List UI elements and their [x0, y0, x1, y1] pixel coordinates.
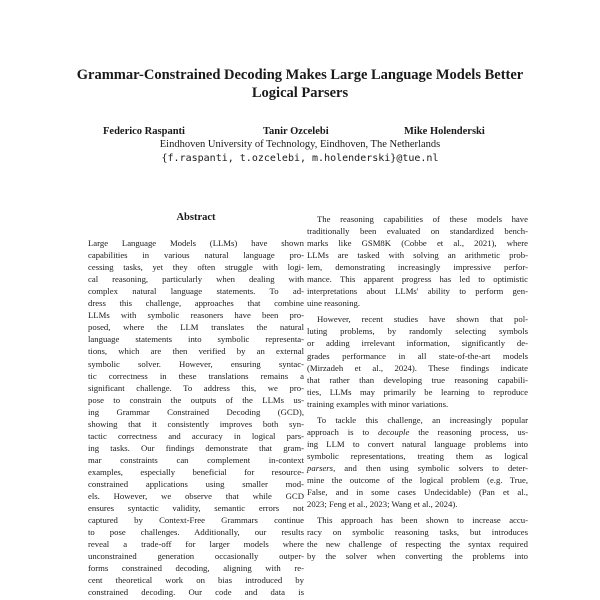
text-line: forms constrained decoding, aligning with re- [88, 563, 304, 574]
text-line: examples, especially beneficial for resource- [88, 466, 304, 477]
text-line: training examples with minor variations. [307, 398, 449, 409]
author-name: Federico Raspanti [103, 126, 185, 137]
text-line: parsers, and then using symbolic solvers to deter- [307, 462, 528, 473]
abstract-heading: Abstract [176, 212, 216, 223]
text-line: dress this challenge, approaches that combine [88, 298, 304, 309]
text-line: mar constraints can complement in-context [88, 454, 304, 465]
text-line: traditionally been evaluated on standardized bench- [307, 226, 528, 237]
body-paragraph [307, 414, 528, 510]
text-line: racy on symbolic reasoning tasks, but introduces [307, 527, 528, 538]
emphasis: parsers [307, 462, 334, 473]
text-line: ensures syntactic validity, semantic errors not [88, 503, 304, 514]
author-name: Mike Holenderski [404, 126, 485, 137]
text-line: pose to constrain the outputs of the LLMs us- [88, 394, 304, 405]
text-line: showing that it consistently improves both syn- [88, 418, 304, 429]
text-line: grades performance in all state-of-the-art models [307, 350, 528, 361]
text-line: cent theoretical work on bias introduced by [88, 575, 304, 586]
text-line: symbolic solver. However, ensuring syntac- [88, 358, 304, 369]
text-line: reveal a trade-off for larger models where [88, 539, 304, 550]
text-line: tic correctness in these translations remains a [88, 370, 304, 381]
body-column [307, 213, 528, 562]
author-name: Tanir Ozcelebi [263, 126, 329, 137]
text-line: mance. This apparent progress has led to optimistic [307, 274, 528, 285]
text-line: cal reasoning, particularly when dealing with [88, 274, 304, 285]
text-line: interpretations about LLMs' ability to perform gen- [307, 286, 528, 297]
text-line: captured by Context-Free Grammars continue [88, 515, 304, 526]
text-line: complex natural language statements. To ad- [88, 286, 304, 297]
text-line: posed, where the LLM translates the natural [88, 322, 304, 333]
author-emails: {f.raspanti, t.ozcelebi, m.holenderski}@tue.nl [161, 153, 439, 164]
text-line: 2023; Feng et al., 2023; Wang et al., 2024). [307, 499, 458, 510]
text-line: unconstrained generation occasionally outper- [88, 551, 304, 562]
text-line: uine reasoning. [307, 298, 361, 309]
text-line: or adding irrelevant information, significantly de- [307, 338, 528, 349]
text-line: tactic correctness and accuracy in logical pars- [88, 430, 304, 441]
text-line: language statements into symbolic representa- [88, 334, 304, 345]
abstract-column [88, 212, 304, 598]
body-paragraph [307, 213, 528, 309]
text-line: The reasoning capabilities of these models have [317, 214, 528, 224]
text-line: symbolic representations, treating them as logical [307, 450, 528, 461]
text-line: the new challenge of respecting the syntax required [307, 539, 528, 550]
author-list [0, 126, 600, 140]
text-line: luting problems, by randomly selecting symbols [307, 326, 528, 337]
text-line: cessing tasks, yet they often struggle with logi- [88, 262, 304, 273]
text-line: ties, LLMs may primarily be learning to reproduce [307, 386, 528, 397]
affiliation: Eindhoven University of Technology, Eindhoven, The Netherlands [159, 139, 441, 150]
text-line: constrained decoding. Our code and data is [88, 587, 304, 598]
text-line: constrained applications using smaller mod- [88, 478, 304, 489]
title-line: Grammar-Constrained Decoding Makes Large Language Models Better [76, 67, 524, 83]
text-line: significant challenge. To address this, we pro- [88, 382, 304, 393]
text-line: ing tasks. Our findings demonstrate that gram- [88, 442, 304, 453]
body-paragraph [307, 514, 528, 562]
text-line: els. However, we observe that while GCD [88, 491, 304, 502]
text-line: mine the outcome of the logical problem (e.g. True, [307, 474, 528, 485]
text-line: ing LLM to convert natural language problems into [307, 438, 528, 449]
text-line: However, recent studies have shown that pol- [317, 314, 528, 325]
text-line: To tackle this challenge, an increasingly popular [317, 414, 528, 425]
text-line: by the solver when converting the problems into [307, 551, 528, 562]
text-line: that rather than developing true reasoning capabili- [307, 374, 528, 385]
text-line: lem, demonstrating increasingly impressive perfor- [307, 262, 528, 273]
text-line: LLMs with symbolic reasoners have been pro- [88, 310, 304, 321]
text-line: marks like GSM8K (Cobbe et al., 2021), where [307, 238, 528, 249]
text-line: capabilities in various natural language pro- [88, 250, 304, 261]
title-line: Logical Parsers [251, 85, 349, 101]
text-line: ing Grammar Constrained Decoding (GCD), [88, 406, 304, 417]
paper-title [40, 66, 560, 102]
body-paragraph [307, 313, 528, 409]
text-line: approach is to decouple the reasoning process, us- [307, 426, 528, 437]
emphasis: decouple [377, 426, 410, 437]
text-line: to pose challenges. Additionally, our results [88, 527, 304, 538]
text-line: Large Language Models (LLMs) have shown [88, 238, 304, 249]
text-line: This approach has been shown to increase accu- [317, 515, 528, 526]
text-line: (Mirzadeh et al., 2024). These findings indicate [307, 362, 528, 373]
text-line: tions, which are then verified by an external [88, 346, 304, 357]
text-line: LLMs are tasked with solving an arithmetic prob- [307, 250, 528, 261]
text-line: False, and in some cases Undecidable) (Pan et al., [307, 487, 528, 498]
abstract-body [88, 237, 304, 598]
